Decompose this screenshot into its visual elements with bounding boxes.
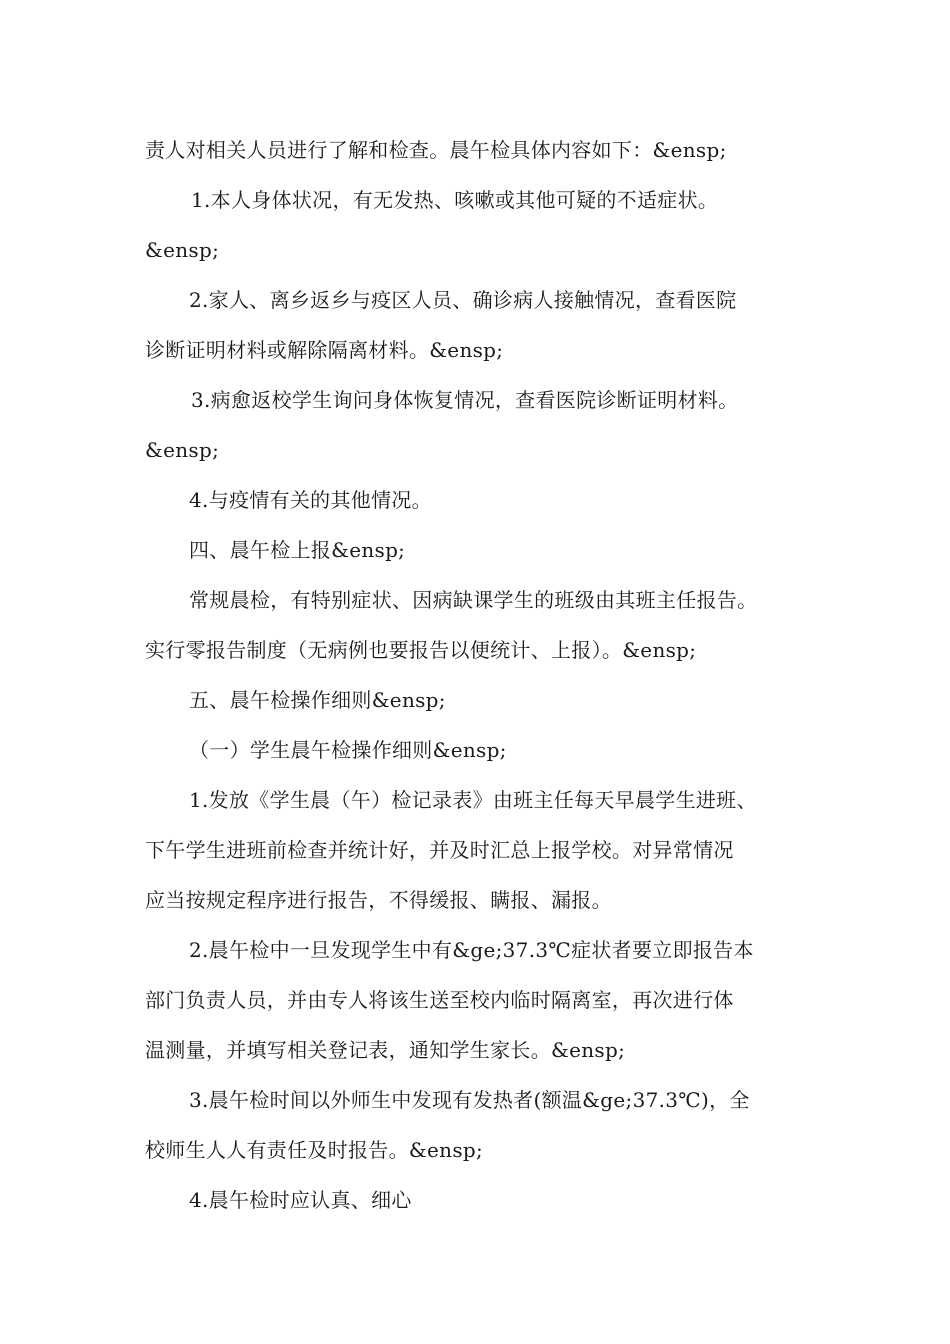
text-line-item-3: 3.病愈返校学生询问身体恢复情况，查看医院诊断证明材料。 xyxy=(191,388,739,412)
text-line-rule-2-cont-2: 温测量，并填写相关登记表，通知学生家长。&ensp; xyxy=(145,1038,626,1062)
text-line-report: 常规晨检，有特别症状、因病缺课学生的班级由其班主任报告。 xyxy=(189,588,758,612)
text-line-item-4: 4.与疫情有关的其他情况。 xyxy=(189,488,432,512)
section-heading-4: 四、晨午检上报&ensp; xyxy=(189,538,406,562)
text-line-rule-3-cont: 校师生人人有责任及时报告。&ensp; xyxy=(145,1138,484,1162)
text-line-intro-cont: 责人对相关人员进行了解和检查。晨午检具体内容如下：&ensp; xyxy=(145,138,727,162)
text-line-report-cont: 实行零报告制度（无病例也要报告以便统计、上报）。&ensp; xyxy=(145,638,697,662)
text-line-rule-4: 4.晨午检时应认真、细心 xyxy=(189,1188,412,1212)
text-line-item-2: 2.家人、离乡返乡与疫区人员、确诊病人接触情况，查看医院 xyxy=(189,288,737,312)
text-line-rule-1-cont-2: 应当按规定程序进行报告，不得缓报、瞒报、漏报。 xyxy=(145,888,612,912)
text-line-item-2-cont: 诊断证明材料或解除隔离材料。&ensp; xyxy=(145,338,504,362)
text-line-item-1: 1.本人身体状况，有无发热、咳嗽或其他可疑的不适症状。 xyxy=(191,188,719,212)
text-line-item-3-cont: &ensp; xyxy=(145,438,220,462)
text-line-rule-1-cont: 下午学生进班前检查并统计好，并及时汇总上报学校。对异常情况 xyxy=(145,838,734,862)
subsection-heading-1: （一）学生晨午检操作细则&ensp; xyxy=(189,738,507,762)
section-heading-5: 五、晨午检操作细则&ensp; xyxy=(189,688,446,712)
text-line-rule-3: 3.晨午检时间以外师生中发现有发热者(额温&ge;37.3℃)，全 xyxy=(189,1088,750,1112)
text-line-item-1-cont: &ensp; xyxy=(145,238,220,262)
text-line-rule-1: 1.发放《学生晨（午）检记录表》由班主任每天早晨学生进班、 xyxy=(189,788,757,812)
text-line-rule-2-cont: 部门负责人员，并由专人将该生送至校内临时隔离室，再次进行体 xyxy=(145,988,734,1012)
text-line-rule-2: 2.晨午检中一旦发现学生中有&ge;37.3℃症状者要立即报告本 xyxy=(189,938,754,962)
